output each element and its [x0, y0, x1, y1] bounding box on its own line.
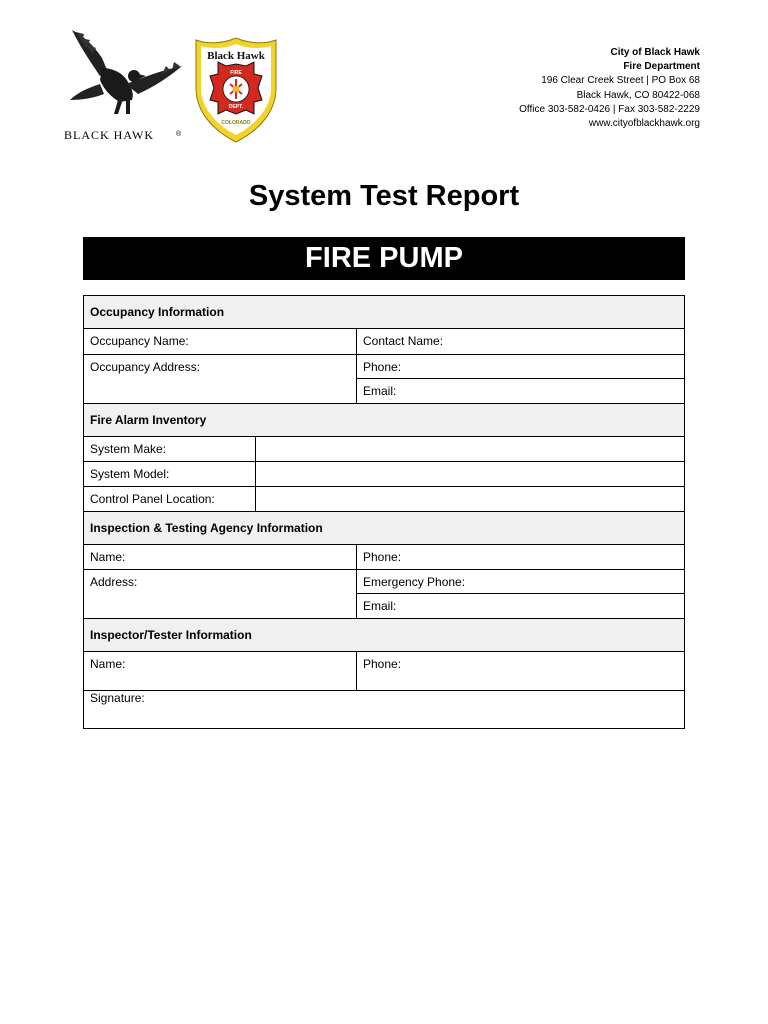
badge-dept-word: DEPT. [228, 104, 244, 110]
occupancy-contact-stack [356, 355, 684, 403]
contact-name-field[interactable]: Contact Name: [356, 329, 684, 354]
inspector-phone-field[interactable]: Phone: [356, 652, 684, 690]
inspector-name-field[interactable]: Name: [90, 657, 126, 671]
form-row [84, 461, 684, 486]
occupancy-address-field[interactable]: Occupancy Address: [90, 360, 201, 374]
agency-phone-field[interactable]: Phone: [356, 545, 684, 569]
system-make-field[interactable] [255, 437, 684, 461]
section-heading: Occupancy Information [90, 305, 225, 319]
website[interactable]: www.cityofblackhawk.org [588, 118, 700, 130]
badge-fire-word: FIRE [230, 70, 242, 76]
section-inspector-header [84, 618, 684, 651]
agency-name-field[interactable]: Name: [90, 550, 126, 564]
badge-title: Black Hawk [207, 50, 265, 62]
section-inventory-header [84, 403, 684, 436]
system-model-field[interactable] [255, 462, 684, 486]
city-state-zip: Black Hawk, CO 80422-068 [576, 89, 700, 101]
form-row [84, 328, 684, 354]
city-name: City of Black Hawk [610, 47, 700, 58]
form-row [84, 436, 684, 461]
agency-address-field[interactable]: Address: [90, 575, 138, 589]
badge-colorado-word: COLORADO [221, 120, 251, 126]
agency-emergency-phone-field[interactable]: Emergency Phone: [363, 575, 466, 589]
department-name: Fire Department [623, 61, 700, 73]
form-row [84, 569, 684, 618]
form-row [84, 651, 684, 690]
phone-fax: Office 303-582-0426 | Fax 303-582-2229 [519, 103, 700, 115]
occupancy-email-field[interactable]: Email: [357, 378, 684, 402]
system-make-label: System Make: [90, 442, 167, 456]
occupancy-phone-field[interactable]: Phone: [363, 360, 402, 374]
registered-mark: ® [176, 131, 182, 138]
department-address [519, 46, 700, 131]
section-occupancy-header [84, 296, 684, 328]
hawk-icon [62, 28, 188, 128]
agency-contact-stack [356, 570, 684, 618]
hawk-wordmark: BLACK HAWK [64, 128, 155, 142]
section-heading: Inspection & Testing Agency Information [90, 521, 323, 535]
section-heading: Fire Alarm Inventory [90, 413, 207, 427]
street-address: 196 Clear Creek Street | PO Box 68 [541, 75, 700, 87]
form-row [84, 354, 684, 403]
control-panel-location-field[interactable] [255, 487, 684, 511]
report-type-banner: FIRE PUMP [83, 237, 685, 280]
page-title: System Test Report [248, 180, 520, 212]
agency-email-field[interactable]: Email: [357, 593, 684, 617]
occupancy-name-field[interactable]: Occupancy Name: [90, 334, 189, 348]
system-model-label: System Model: [90, 467, 170, 481]
control-panel-location-label: Control Panel Location: [90, 492, 215, 506]
fire-department-badge [192, 36, 280, 144]
form-row [84, 544, 684, 569]
section-heading: Inspector/Tester Information [90, 628, 252, 642]
black-hawk-logo [62, 28, 188, 146]
inspector-signature-field[interactable]: Signature: [90, 691, 145, 705]
form-row [84, 486, 684, 511]
section-agency-header [84, 511, 684, 544]
form-row [84, 690, 684, 728]
report-form [83, 295, 685, 729]
